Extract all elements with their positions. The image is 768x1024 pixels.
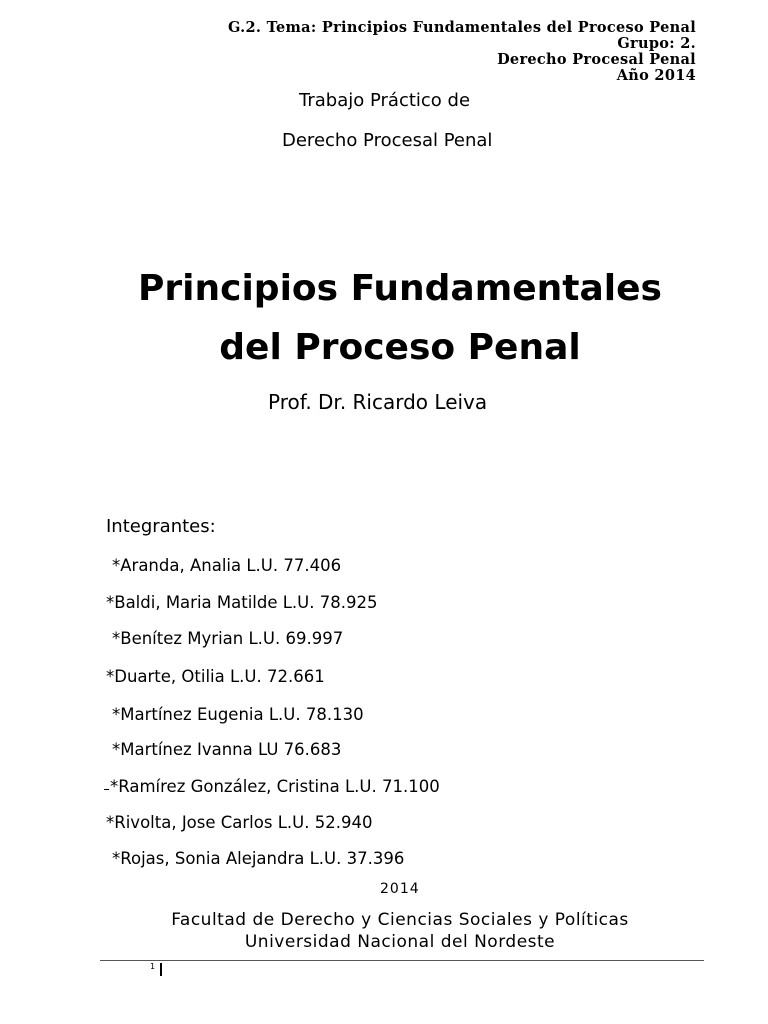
page-number: 1 — [150, 962, 156, 971]
header-topic: G.2. Tema: Principios Fundamentales del Proceso Penal — [227, 19, 696, 36]
cover-year: 2014 — [380, 881, 420, 897]
title-line-1: Principios Fundamentales — [138, 268, 662, 309]
members-label: Integrantes: — [106, 516, 216, 537]
member-item: *Aranda, Analia L.U. 77.406 — [112, 556, 342, 575]
member-item: *Rivolta, Jose Carlos L.U. 52.940 — [106, 813, 373, 832]
member-item: *Rojas, Sonia Alejandra L.U. 37.396 — [112, 849, 405, 868]
member-item: *Martínez Ivanna LU 76.683 — [112, 740, 342, 759]
header-group: Grupo: 2. — [617, 35, 696, 52]
member-item: *Baldi, Maria Matilde L.U. 78.925 — [106, 593, 378, 612]
subtitle-line-1: Trabajo Práctico de — [299, 90, 471, 111]
faculty-name: Facultad de Derecho y Ciencias Sociales y Políticas — [171, 910, 629, 930]
subtitle-line-2: Derecho Procesal Penal — [282, 130, 493, 151]
header-year: Año 2014 — [616, 67, 696, 84]
footer-divider — [100, 960, 704, 961]
header-subject: Derecho Procesal Penal — [497, 51, 696, 68]
page-number-bar — [160, 963, 162, 976]
member-item: *Benítez Myrian L.U. 69.997 — [112, 629, 344, 648]
member-item: *Ramírez González, Cristina L.U. 71.100 — [110, 777, 440, 796]
professor-name: Prof. Dr. Ricardo Leiva — [268, 390, 488, 414]
stray-mark — [104, 789, 109, 790]
document-header — [228, 20, 696, 84]
university-name: Universidad Nacional del Nordeste — [244, 932, 556, 952]
member-item: *Martínez Eugenia L.U. 78.130 — [112, 705, 364, 724]
member-item: *Duarte, Otilia L.U. 72.661 — [106, 667, 325, 686]
title-line-2: del Proceso Penal — [219, 327, 581, 368]
